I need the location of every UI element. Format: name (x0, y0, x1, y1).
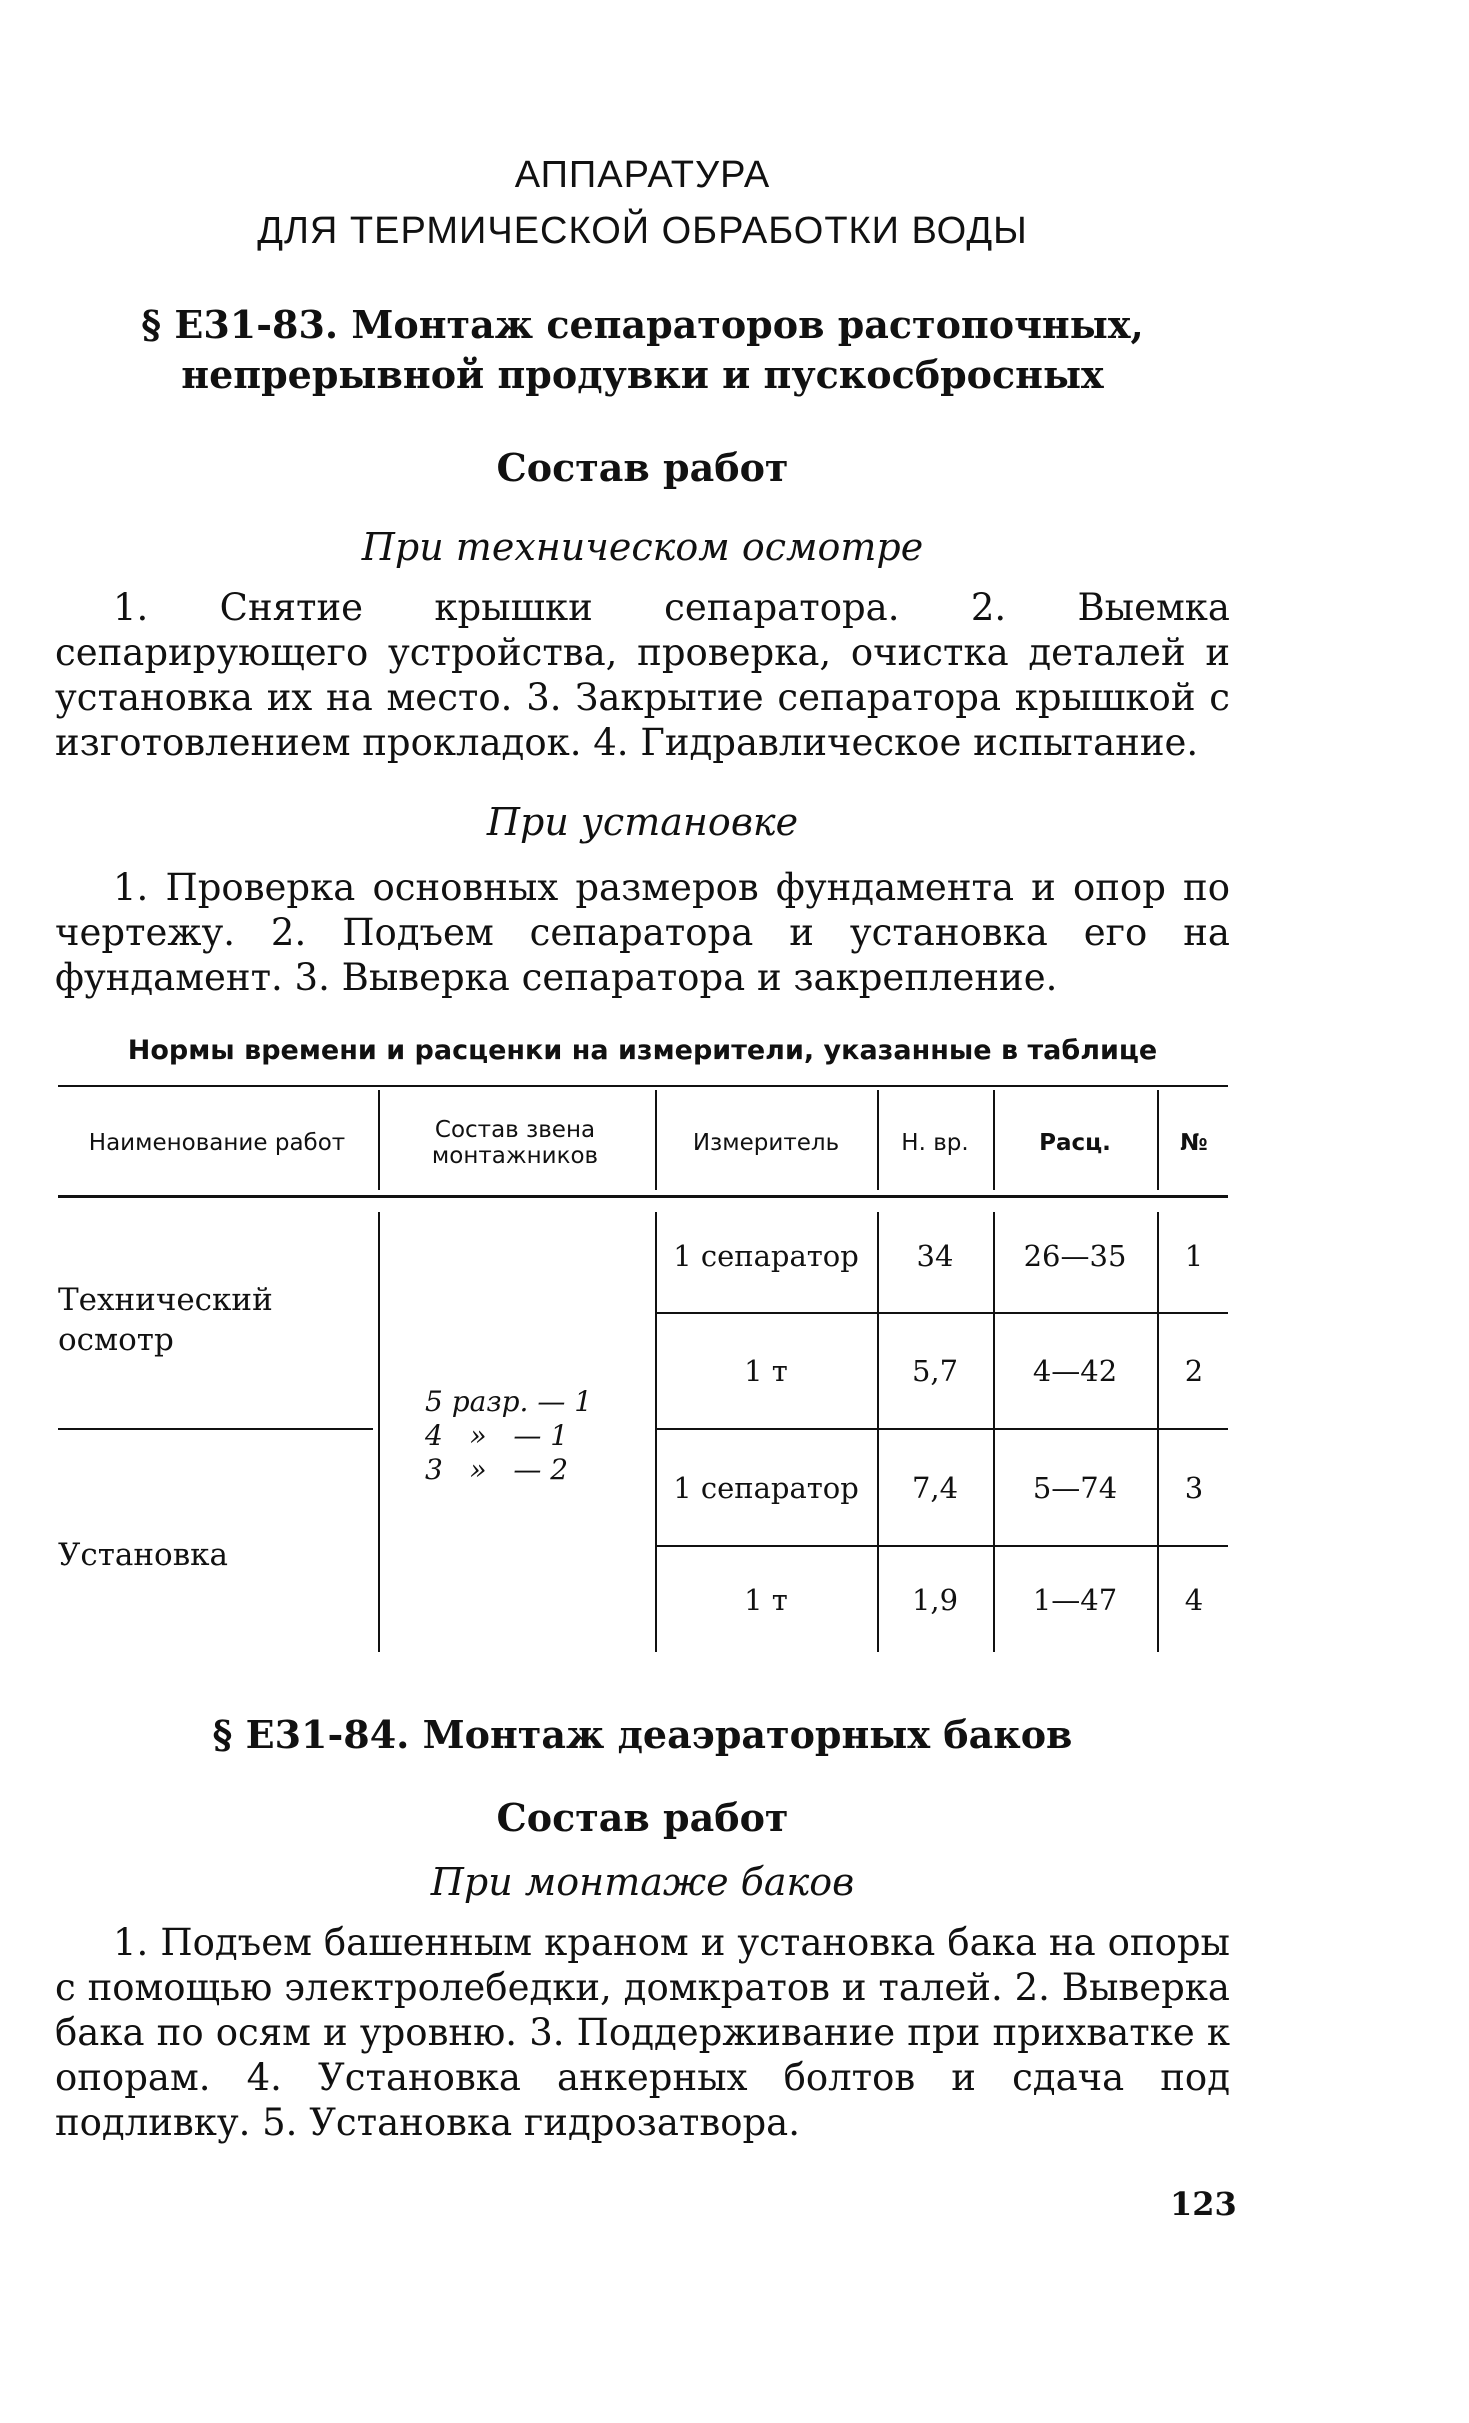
work-technical-inspection: Технический осмотр (58, 1282, 273, 1358)
row4-rate: 1—47 (1032, 1582, 1118, 1617)
row1-nvr: 34 (916, 1239, 954, 1273)
row1-rate: 26—35 (1023, 1239, 1127, 1273)
row2-rate: 4—42 (1032, 1354, 1118, 1388)
row2-number: 2 (1184, 1354, 1204, 1388)
mount-text: 1. Подъем башенным краном и установка бака на опоры с помощью электролебедки, домкратов и талей. 2. Выверка бака по осям и уровню. 3. Поддерживание при прихватке к опорам. 4. Установка анкерных болтов и сдача под подливку. 5. Установка гидрозатвора. (55, 1921, 1230, 2144)
title-line2: непрерывной продувки и пускосбросных (181, 352, 1104, 397)
header-rate: Расц. (1039, 1129, 1111, 1156)
header-number: № (1180, 1129, 1208, 1156)
section-heading (55, 150, 1230, 256)
works-divider-rule (58, 1428, 373, 1430)
row4-meter: 1 т (744, 1582, 788, 1617)
row1-number: 1 (1184, 1239, 1204, 1273)
install-text: 1. Проверка основных размеров фундамента и опор по чертежу. 2. Подъем сепаратора и установка его на фундамент. 3. Выверка сепаратора и закрепление. (55, 866, 1230, 999)
page-number: 123 (1170, 2185, 1237, 2223)
header-meter: Измеритель (692, 1129, 840, 1156)
inspection-heading: При техническом осмотре (361, 525, 924, 569)
row3-rate: 5—74 (1032, 1470, 1118, 1505)
row4-nvr: 1,9 (911, 1582, 959, 1617)
table-header-rule (58, 1195, 1228, 1198)
title-line1: § Е31-83. Монтаж сепараторов растопочных, (141, 302, 1144, 347)
table-top-rule (58, 1085, 1228, 1087)
paragraph-title-e31-83 (55, 300, 1230, 400)
composition-heading-1: Состав работ (496, 445, 789, 490)
row2-meter: 1 т (744, 1354, 788, 1388)
composition-heading-2: Состав работ (496, 1795, 789, 1840)
row2-nvr: 5,7 (911, 1354, 959, 1388)
row3-number: 3 (1184, 1470, 1204, 1505)
row3-nvr: 7,4 (911, 1470, 959, 1505)
row3-meter: 1 сепаратор (673, 1470, 859, 1505)
paragraph-title-e31-84: § Е31-84. Монтаж деаэраторных баков (212, 1712, 1073, 1757)
hdr-vline (378, 1090, 380, 1190)
inspection-text: 1. Снятие крышки сепаратора. 2. Выемка сепарирующего устройства, проверка, очистка деталей и установка их на место. 3. Закрытие сепаратора крышкой с изготовлением прокладок. 4. Гидравлическое испытание. (55, 586, 1230, 764)
row4-number: 4 (1184, 1582, 1204, 1617)
work-installation: Установка (58, 1537, 229, 1573)
install-heading: При установке (486, 800, 799, 844)
body-vline (378, 1212, 380, 1652)
header-crew: Состав звена монтажников (431, 1116, 599, 1169)
table-caption: Нормы времени и расценки на измерители, указанные в таблице (127, 1035, 1158, 1066)
header-nvr: Н. вр. (901, 1129, 969, 1156)
crew-composition: 5 разр. — 1 4 » — 1 3 » — 2 (425, 1385, 593, 1486)
section-heading-line2: ДЛЯ ТЕРМИЧЕСКОЙ ОБРАБОТКИ ВОДЫ (257, 210, 1028, 252)
header-work-name: Наименование работ (88, 1129, 346, 1156)
section-heading-line1: АППАРАТУРА (514, 154, 771, 196)
row1-meter: 1 сепаратор (673, 1239, 859, 1273)
mount-heading: При монтаже баков (430, 1860, 855, 1904)
